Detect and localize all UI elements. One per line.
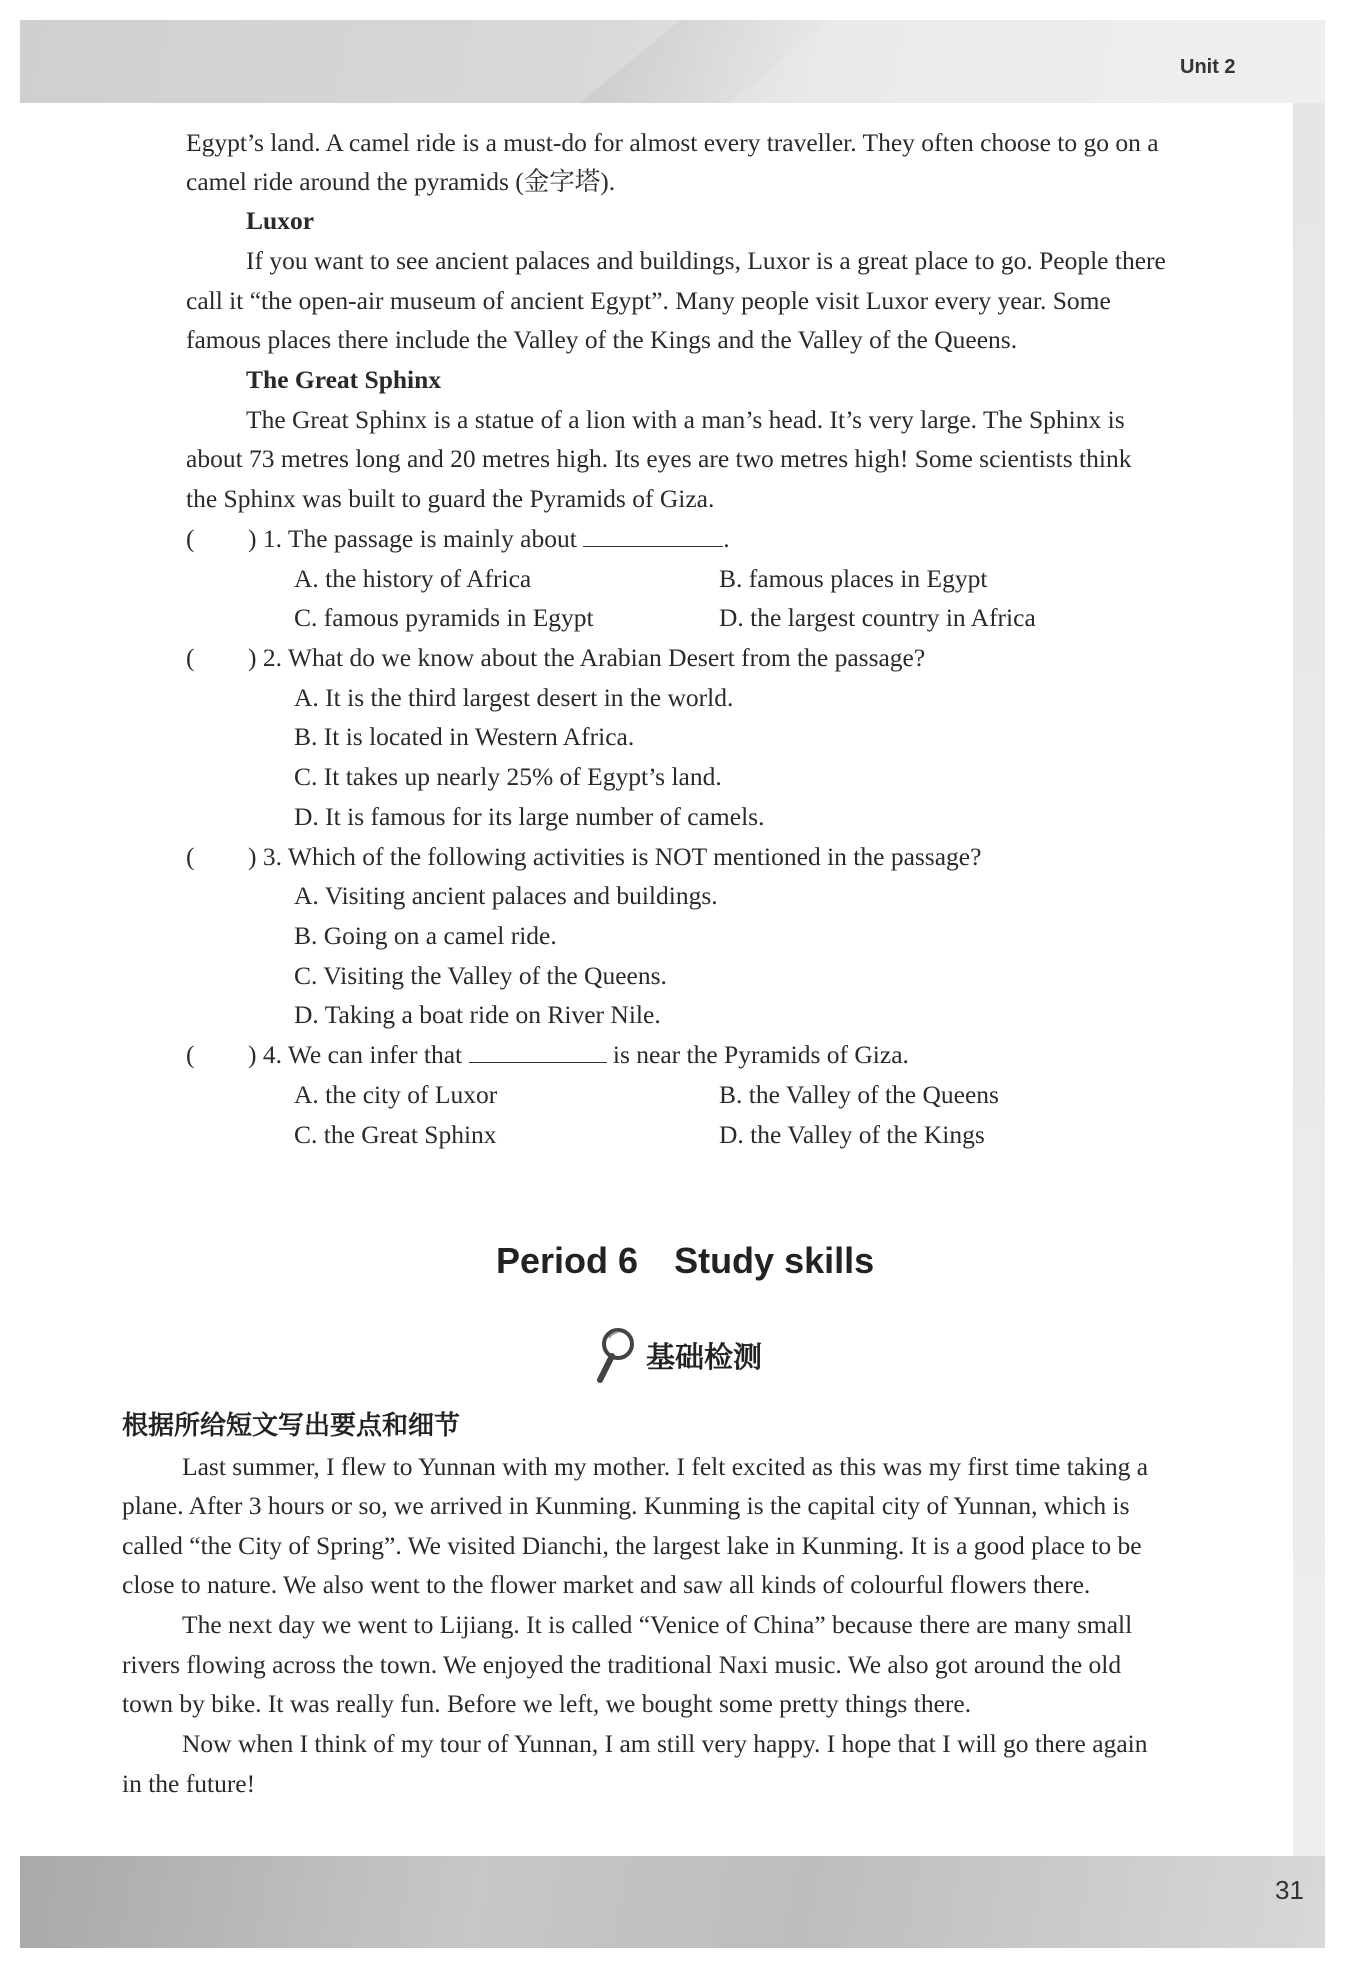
answer-paren: ( (186, 643, 195, 672)
option-a: A. the history of Africa (294, 564, 532, 593)
exercise-instruction: 根据所给短文写出要点和细节 (122, 1411, 461, 1441)
question-4-stem: ) 4. We can infer that is near the Pyramids of Giza. (248, 1040, 909, 1069)
section-title (496, 1240, 874, 1282)
option-d: D. It is famous for its large number of camels. (294, 802, 765, 831)
badge-label: 基础检测 (646, 1339, 763, 1374)
section-heading-luxor: Luxor (246, 206, 315, 235)
option-c: C. the Great Sphinx (294, 1120, 497, 1149)
page-number: 31 (1275, 1875, 1304, 1905)
passage-line: camel ride around the pyramids (金字塔). (186, 167, 616, 196)
option-c: C. It takes up nearly 25% of Egypt’s land. (294, 762, 722, 791)
option-b: B. the Valley of the Queens (719, 1080, 999, 1109)
story-line: town by bike. It was really fun. Before we left, we bought some pretty things there. (122, 1689, 972, 1718)
option-a: A. It is the third largest desert in the world. (294, 683, 734, 712)
option-d: D. Taking a boat ride on River Nile. (294, 1000, 661, 1029)
option-c: C. famous pyramids in Egypt (294, 603, 594, 632)
header-band (20, 20, 1325, 103)
passage-line: the Sphinx was built to guard the Pyramids of Giza. (186, 484, 715, 513)
option-a: A. the city of Luxor (294, 1080, 498, 1109)
passage-line: Egypt’s land. A camel ride is a must-do for almost every traveller. They often choose to go on a (186, 128, 1159, 157)
option-b: B. Going on a camel ride. (294, 921, 557, 950)
section-name: Study skills (674, 1240, 875, 1281)
footer-band (20, 1856, 1325, 1948)
story-line: in the future! (122, 1769, 256, 1798)
option-b: B. It is located in Western Africa. (294, 722, 635, 751)
answer-paren: ( (186, 524, 195, 553)
option-c: C. Visiting the Valley of the Queens. (294, 961, 667, 990)
answer-blank[interactable] (469, 1040, 607, 1063)
section-badge (594, 1325, 762, 1385)
section-heading-sphinx: The Great Sphinx (246, 365, 442, 394)
passage-line: If you want to see ancient palaces and buildings, Luxor is a great place to go. People there (246, 246, 1166, 275)
story-line: called “the City of Spring”. We visited Dianchi, the largest lake in Kunming. It is a good place to be (122, 1531, 1142, 1560)
period-label: Period 6 (496, 1240, 639, 1281)
option-a: A. Visiting ancient palaces and buildings. (294, 881, 718, 910)
passage-line: about 73 metres long and 20 metres high. Its eyes are two metres high! Some scientists think (186, 444, 1132, 473)
question-3-stem: ) 3. Which of the following activities is NOT mentioned in the passage? (248, 842, 982, 871)
question-2-stem: ) 2. What do we know about the Arabian Desert from the passage? (248, 643, 926, 672)
story-line: plane. After 3 hours or so, we arrived in Kunming. Kunming is the capital city of Yunnan, which is (122, 1491, 1130, 1520)
answer-paren: ( (186, 842, 195, 871)
magnifier-icon (594, 1326, 636, 1384)
answer-paren: ( (186, 1040, 195, 1069)
story-line: The next day we went to Lijiang. It is called “Venice of China” because there are many small (182, 1610, 1133, 1639)
page-edge-shade (1293, 103, 1325, 1856)
option-d: D. the largest country in Africa (719, 603, 1036, 632)
story-line: Last summer, I flew to Yunnan with my mother. I felt excited as this was my first time taking a (182, 1452, 1149, 1481)
story-line: close to nature. We also went to the flower market and saw all kinds of colourful flowers there. (122, 1570, 1091, 1599)
answer-blank[interactable] (583, 524, 723, 547)
passage-line: call it “the open-air museum of ancient Egypt”. Many people visit Luxor every year. Some (186, 286, 1111, 315)
story-line: Now when I think of my tour of Yunnan, I am still very happy. I hope that I will go there again (182, 1729, 1148, 1758)
question-1-stem: ) 1. The passage is mainly about . (248, 524, 730, 553)
passage-line: The Great Sphinx is a statue of a lion with a man’s head. It’s very large. The Sphinx is (246, 405, 1125, 434)
story-line: rivers flowing across the town. We enjoyed the traditional Naxi music. We also got around the old (122, 1650, 1122, 1679)
option-b: B. famous places in Egypt (719, 564, 988, 593)
unit-label: Unit 2 (1180, 56, 1236, 78)
option-d: D. the Valley of the Kings (719, 1120, 985, 1149)
passage-line: famous places there include the Valley of the Kings and the Valley of the Queens. (186, 325, 1018, 354)
